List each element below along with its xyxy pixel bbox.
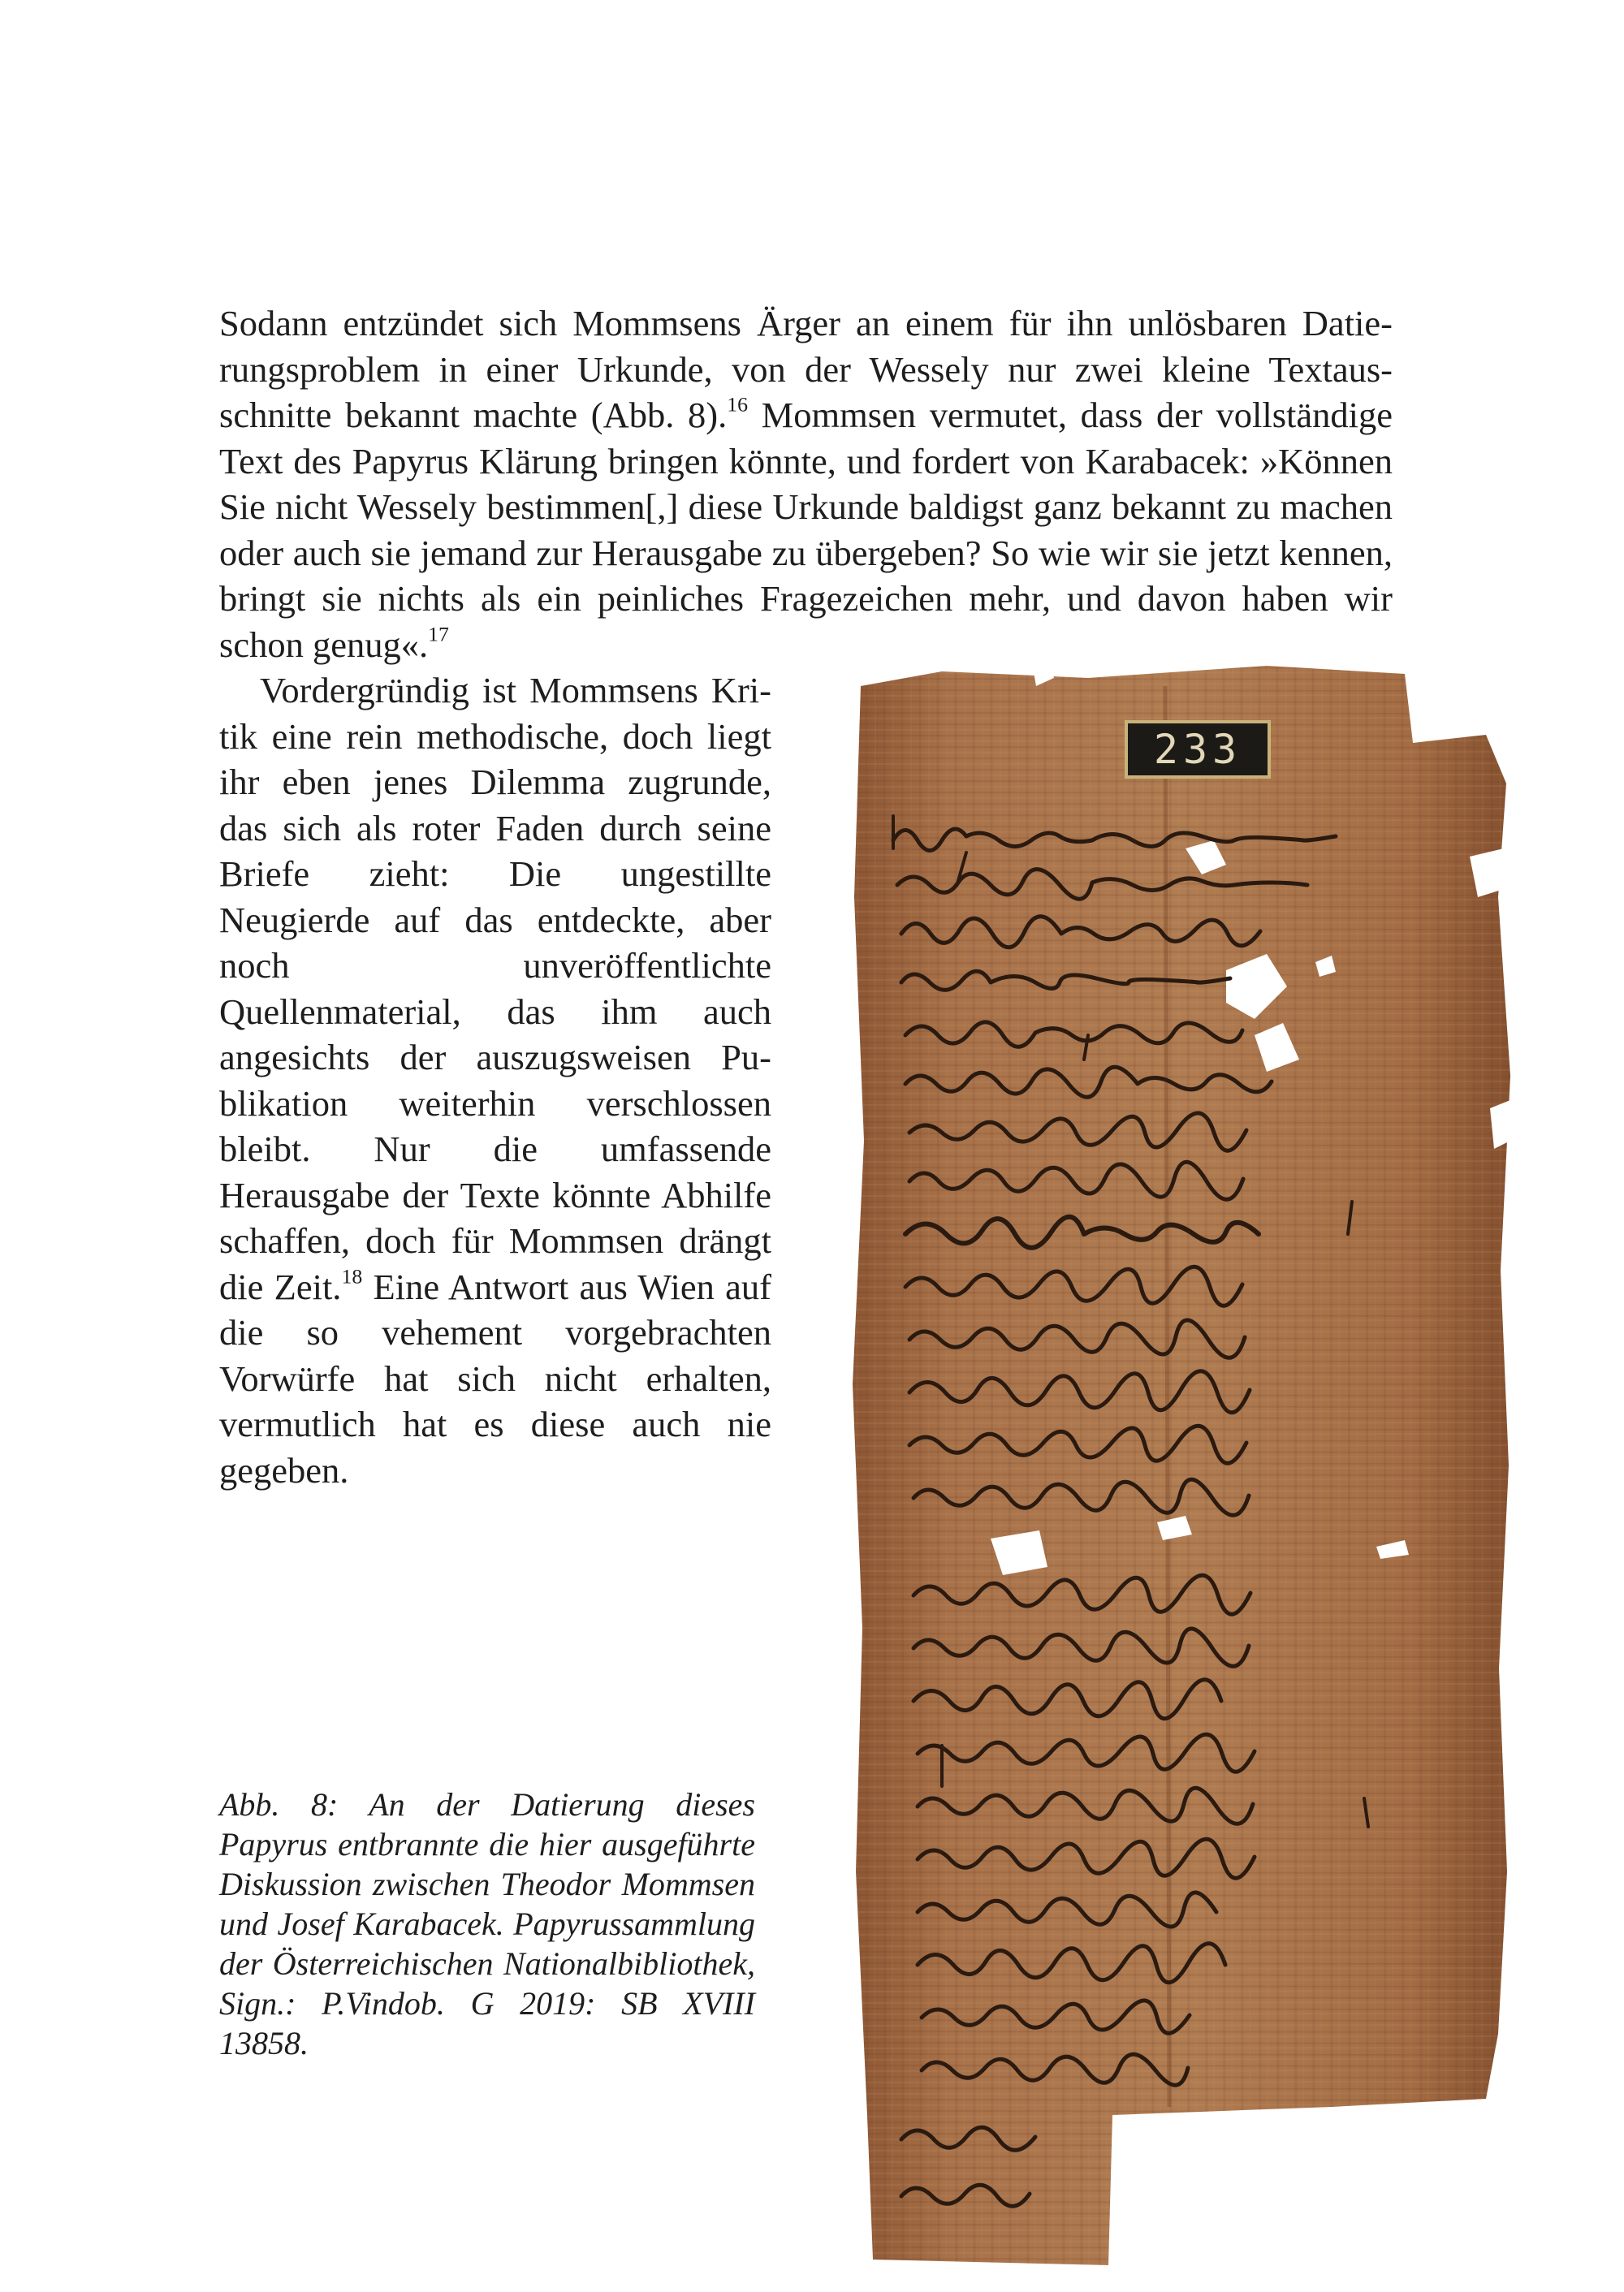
paragraph-2-text-a: Vordergründig ist Mommsens Kritik eine rein methodische, doch liegt ihr eben jenes Dilemma zugrunde, das sich als roter Faden durch seine Briefe zieht: Die ungestillte Neugierde auf das entdeckte, aber noch unveröffentlichte Quellenmaterial, das ihm auch angesichts der auszugsweisen Publikation weiterhin verschlossen bleibt. Nur die umfassende Herausgabe der Texte könnte Abhilfe schaffen, doch für Mommsen drängt die Zeit. [219, 670, 771, 1307]
papyrus-image [844, 654, 1527, 2265]
inventory-number-label: 233 [1125, 720, 1271, 779]
paragraph-2-text-b: Eine Antwort aus Wien auf die so vehement vorgebrachten Vorwürfe hat sich nicht erhalten, vermutlich hat es diese auch nie gegeben. [219, 1266, 771, 1491]
papyrus-figure [844, 654, 1527, 2265]
paragraph-1-text-b: Mommsen vermutet, dass der vollständige Text des Papyrus Klärung bringen könnte, und fordert von Karabacek: »Können Sie nicht Wessely bestimmen[,] diese Urkunde baldigst ganz bekannt zu machen oder auch sie jemand zur Herausgabe zu übergeben? So wie wir sie jetzt kennen, bringt sie nichts als ein peinliches Fragezeichen mehr, und davon haben wir schon genug«. [219, 395, 1393, 665]
body-paragraph-1 [219, 300, 1393, 667]
body-paragraph-2 [219, 667, 771, 1493]
figure-caption: Abb. 8: An der Datierung dieses Papyrus entbrannte die hier ausgeführte Diskussion zwischen Theodor Mommsen und Josef Karabacek. Papyrussammlung der Österreichischen Nationalbibliothek, Sign.: P.Vindob. G 2019: SB XVIII 13858. [219, 1786, 755, 2061]
footnote-ref-16: 16 [727, 392, 749, 417]
paragraph-1-text-a: Sodann entzündet sich Mommsens Ärger an einem für ihn unlösbaren Datierungsproblem in einer Urkunde, von der Wessely nur zwei kleine Textausschnitte bekannt machte (Abb. 8). [219, 303, 1393, 435]
footnote-ref-18: 18 [341, 1264, 363, 1288]
footnote-ref-17: 17 [428, 622, 449, 646]
